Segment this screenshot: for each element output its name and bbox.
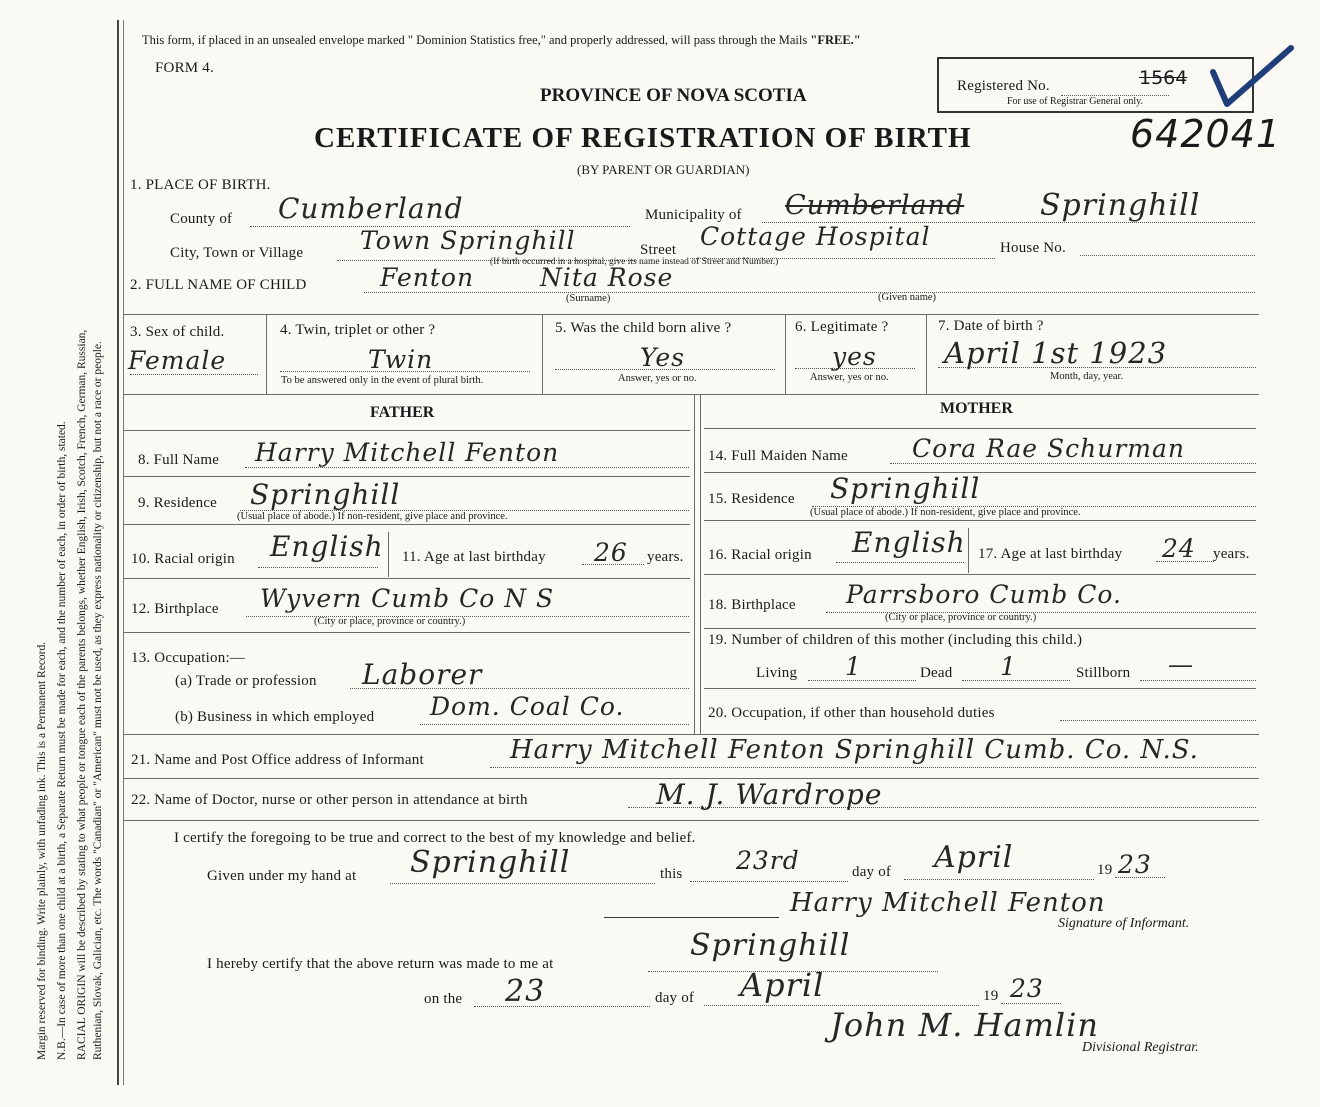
dob-value: April 1st 1923 xyxy=(944,336,1168,370)
father-age-value: 26 xyxy=(594,538,628,567)
given-under-label: Given under my hand at xyxy=(207,868,357,884)
registrar-day-value: 23 xyxy=(505,974,546,1009)
dead-label: Dead xyxy=(920,665,953,681)
informant-label: 21. Name and Post Office address of Informant xyxy=(131,752,424,768)
margin-note-2: N.B.—In case of more than one child at a birth, a Separate Return must be made for each, and the number of each, in order of birth, stated. xyxy=(56,421,68,1060)
margin-note-4: Ruthenian, Slovak, Galician, etc. The words "Canadian" or "American" must not be used, as they express nationality or citizenship, but not a race or people. xyxy=(92,341,104,1060)
informant-signature: Harry Mitchell Fenton xyxy=(790,888,1106,918)
doctor-label: 22. Name of Doctor, nurse or other person in attendance at birth xyxy=(131,792,528,808)
certificate-number: 642041 xyxy=(1130,112,1282,156)
twin-value: Twin xyxy=(368,345,434,374)
father-trade-label: (a) Trade or profession xyxy=(175,673,317,689)
mother-age-years: years. xyxy=(1213,546,1250,562)
father-name-label: 8. Full Name xyxy=(138,452,220,468)
given-day-value: 23rd xyxy=(736,846,800,875)
registered-struck-value: 1564 xyxy=(1139,67,1188,89)
mail-notice xyxy=(142,33,861,48)
registrar-day-of-label: day of xyxy=(655,990,695,1006)
father-age-years: years. xyxy=(647,549,684,565)
father-race-label: 10. Racial origin xyxy=(131,551,235,567)
born-alive-label: 5. Was the child born alive ? xyxy=(555,320,732,336)
municipality-struck: Cumberland xyxy=(785,190,965,221)
margin-note-1: Margin reserved for binding. Write plainly, with unfading ink. This is a Permanent Record. xyxy=(36,641,48,1060)
province-heading: PROVINCE OF NOVA SCOTIA xyxy=(540,85,807,106)
mother-occupation-label: 20. Occupation, if other than household duties xyxy=(708,705,995,721)
certificate-subtitle: (BY PARENT OR GUARDIAN) xyxy=(577,162,750,177)
dead-value: 1 xyxy=(1000,652,1017,681)
registrar-caption: Divisional Registrar. xyxy=(1082,1040,1199,1055)
county-value: Cumberland xyxy=(278,192,464,225)
legitimate-value: yes xyxy=(832,342,877,371)
mother-residence-value: Springhill xyxy=(830,472,981,505)
registrar-on-label: on the xyxy=(424,991,463,1007)
sex-value: Female xyxy=(128,346,227,375)
stillborn-value: — xyxy=(1168,650,1194,679)
mother-birthplace-label: 18. Birthplace xyxy=(708,597,796,613)
registrar-year-value: 23 xyxy=(1010,974,1044,1003)
mail-notice-free: "FREE." xyxy=(810,33,861,47)
mother-residence-note: (Usual place of abode.) If non-resident, give place and province. xyxy=(810,507,1081,518)
given-this-label: this xyxy=(660,866,683,882)
twin-note: To be answered only in the event of plural birth. xyxy=(281,375,484,386)
mother-race-label: 16. Racial origin xyxy=(708,547,812,563)
doctor-value: M. J. Wardrope xyxy=(656,778,883,811)
father-heading: FATHER xyxy=(370,404,435,421)
house-number-label: House No. xyxy=(1000,240,1066,256)
father-residence-label: 9. Residence xyxy=(138,495,218,511)
mother-name-value: Cora Rae Schurman xyxy=(912,434,1186,463)
mother-age-value: 24 xyxy=(1162,534,1196,563)
street-value: Cottage Hospital xyxy=(700,222,931,251)
registered-label: Registered No. xyxy=(957,78,1050,94)
given-year-prefix: 19 xyxy=(1097,862,1113,878)
child-name-label: 2. FULL NAME OF CHILD xyxy=(130,277,307,293)
given-name-note: (Given name) xyxy=(878,292,937,303)
signature-caption: Signature of Informant. xyxy=(1058,916,1190,931)
father-occupation-label: 13. Occupation:— xyxy=(131,650,246,666)
living-value: 1 xyxy=(845,652,862,681)
legitimate-note: Answer, yes or no. xyxy=(810,372,889,383)
registrar-statement: I hereby certify that the above return was made to me at xyxy=(207,956,554,972)
father-birthplace-value: Wyvern Cumb Co N S xyxy=(260,584,555,613)
informant-value: Harry Mitchell Fenton Springhill Cumb. Co. N.S. xyxy=(510,735,1199,765)
certify-statement: I certify the foregoing to be true and correct to the best of my knowledge and belief. xyxy=(174,830,696,846)
municipality-label: Municipality of xyxy=(645,207,742,223)
surname-note: (Surname) xyxy=(566,293,611,304)
registrar-signature: John M. Hamlin xyxy=(830,1006,1099,1044)
mother-age-label: 17. Age at last birthday xyxy=(978,546,1123,562)
stillborn-label: Stillborn xyxy=(1076,665,1131,681)
given-year-value: 23 xyxy=(1118,850,1152,879)
given-place-value: Springhill xyxy=(410,845,571,880)
county-label: County of xyxy=(170,211,233,227)
city-label: City, Town or Village xyxy=(170,245,304,261)
sex-label: 3. Sex of child. xyxy=(130,324,225,340)
mother-race-value: English xyxy=(852,526,966,559)
check-mark-icon xyxy=(1205,42,1300,112)
father-race-value: English xyxy=(270,530,384,563)
father-residence-note: (Usual place of abode.) If non-resident, give place and province. xyxy=(237,511,508,522)
born-alive-note: Answer, yes or no. xyxy=(618,373,697,384)
twin-label: 4. Twin, triplet or other ? xyxy=(280,322,436,338)
father-birthplace-label: 12. Birthplace xyxy=(131,601,219,617)
registered-note: For use of Registrar General only. xyxy=(1007,96,1143,107)
father-business-value: Dom. Coal Co. xyxy=(430,692,625,721)
given-month-value: April xyxy=(934,840,1014,875)
mail-notice-text: This form, if placed in an unsealed envelope marked " Dominion Statistics free," and properly addressed, will pass through the Mails xyxy=(142,33,811,47)
mother-name-label: 14. Full Maiden Name xyxy=(708,448,848,464)
child-given-name: Nita Rose xyxy=(540,263,674,292)
father-business-label: (b) Business in which employed xyxy=(175,709,375,725)
registrar-year-prefix: 19 xyxy=(983,988,999,1004)
dob-note: Month, day, year. xyxy=(1050,371,1124,382)
street-note: (If birth occurred in a hospital, give its name instead of Street and Number.) xyxy=(490,257,779,267)
child-surname: Fenton xyxy=(380,263,475,292)
registrar-place-value: Springhill xyxy=(690,928,851,963)
dob-label: 7. Date of birth ? xyxy=(938,318,1044,334)
place-section-label: 1. PLACE OF BIRTH. xyxy=(130,177,271,193)
city-value: Town Springhill xyxy=(360,226,576,255)
father-age-label: 11. Age at last birthday xyxy=(402,549,546,565)
father-residence-value: Springhill xyxy=(250,478,401,511)
born-alive-value: Yes xyxy=(640,343,685,372)
living-label: Living xyxy=(756,665,798,681)
mother-heading: MOTHER xyxy=(940,400,1013,417)
margin-note-3: RACIAL ORIGIN will be described by stating to what people or tongue each of the parents belongs, whether English, Irish, Scotch, French, German, Russian, xyxy=(76,329,88,1060)
mother-children-label: 19. Number of children of this mother (including this child.) xyxy=(708,632,1083,648)
registrar-month-value: April xyxy=(740,966,825,1004)
mother-birthplace-value: Parrsboro Cumb Co. xyxy=(846,580,1122,609)
street-label: Street xyxy=(640,242,677,258)
certificate-title: CERTIFICATE OF REGISTRATION OF BIRTH xyxy=(314,122,972,154)
legitimate-label: 6. Legitimate ? xyxy=(795,319,889,335)
father-trade-value: Laborer xyxy=(362,658,483,691)
father-name-value: Harry Mitchell Fenton xyxy=(255,438,560,467)
mother-birthplace-note: (City or place, province or country.) xyxy=(885,612,1037,623)
given-day-of-label: day of xyxy=(852,864,892,880)
mother-residence-label: 15. Residence xyxy=(708,491,795,507)
father-birthplace-note: (City or place, province or country.) xyxy=(314,616,466,627)
municipality-value: Springhill xyxy=(1040,188,1201,223)
form-number: FORM 4. xyxy=(155,60,214,76)
